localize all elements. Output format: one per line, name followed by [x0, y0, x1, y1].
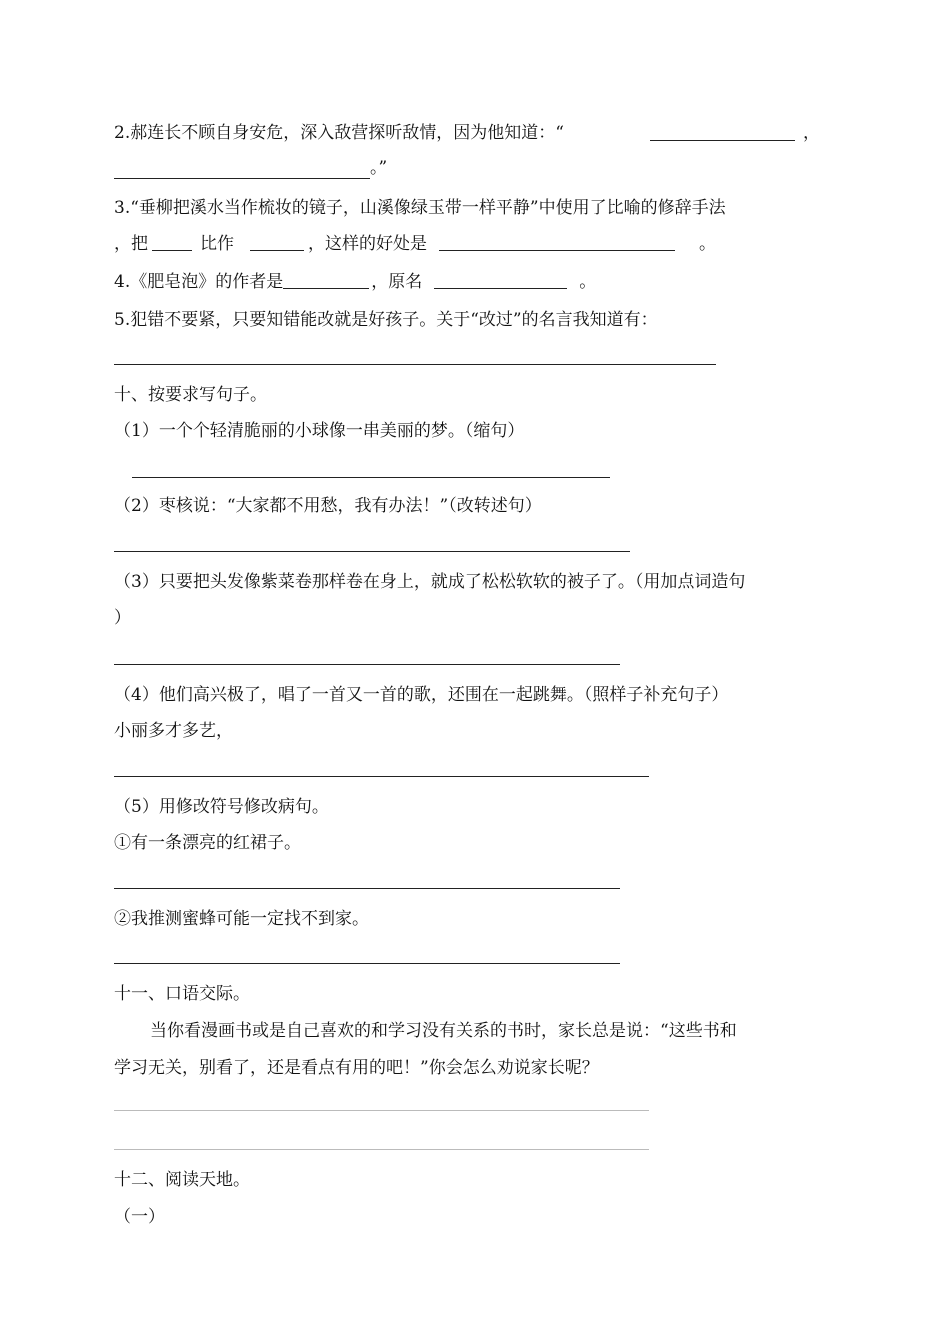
q10-s2: （2）枣核说：“大家都不用愁，我有办法！”（改转述句） — [114, 496, 542, 516]
q10-s3-line1: （3）只要把头发像紫菜卷那样卷在身上，就成了松松软软的被子了。（用加点词造句 — [114, 572, 746, 592]
q10-s1-answer-line[interactable] — [132, 477, 610, 478]
item5-text: 5.犯错不要紧，只要知错能改就是好孩子。关于“改过”的名言我知道有： — [114, 310, 658, 330]
q12-heading: 十二、阅读天地。 — [114, 1170, 250, 1190]
q11-heading: 十一、口语交际。 — [114, 984, 250, 1004]
q10-s3-line2: ） — [114, 608, 131, 628]
item4-prefix: 4.《肥皂泡》的作者是 — [114, 272, 284, 292]
q10-s5-a-answer-line[interactable] — [114, 888, 620, 889]
q11-para-line2: 学习无关，别看了，还是看点有用的吧！”你会怎么劝说家长呢？ — [114, 1058, 599, 1078]
item2-prefix: 2.郝连长不顾自身安危，深入敌营探听敌情，因为他知道：“ — [114, 123, 564, 143]
item5-answer-line[interactable] — [114, 364, 716, 365]
item3-blank-2[interactable] — [250, 234, 304, 251]
q10-s5: （5）用修改符号修改病句。 — [114, 797, 329, 817]
q10-s5-b-answer-line[interactable] — [114, 963, 620, 964]
item4-end: 。 — [579, 272, 597, 292]
item4-middle: ，原名 — [371, 272, 423, 292]
q10-s3-answer-line[interactable] — [114, 664, 620, 665]
item3-part-c: ，这样的好处是 — [308, 234, 427, 254]
item3-part-a: ，把 — [114, 234, 148, 254]
q10-s5-b: ②我推测蜜蜂可能一定找不到家。 — [114, 909, 369, 929]
item2-blank-2[interactable] — [114, 178, 370, 179]
q11-para-line1: 当你看漫画书或是自己喜欢的和学习没有关系的书时，家长总是说：“这些书和 — [150, 1021, 737, 1041]
item3-end: 。 — [699, 234, 716, 254]
item3-line2 — [114, 233, 716, 255]
item2-blank-1[interactable] — [650, 140, 795, 141]
item3-part-b: 比作 — [200, 234, 234, 254]
q10-s1: （1）一个个轻清脆丽的小球像一串美丽的梦。（缩句） — [114, 421, 525, 441]
q11-answer-line-1[interactable] — [114, 1110, 649, 1111]
q11-answer-line-2[interactable] — [114, 1149, 649, 1150]
item2-end: 。” — [370, 158, 388, 178]
item3-line1: 3.“垂柳把溪水当作梳妆的镜子，山溪像绿玉带一样平静”中使用了比喻的修辞手法 — [114, 198, 726, 218]
q10-s4-answer-line[interactable] — [114, 776, 649, 777]
q10-heading: 十、按要求写句子。 — [114, 385, 267, 405]
item2-line1 — [114, 122, 564, 144]
item2-comma: ， — [803, 123, 820, 143]
q10-s4-example: 小丽多才多艺， — [114, 721, 233, 741]
q12-sub: （一） — [114, 1207, 165, 1227]
item3-blank-3[interactable] — [439, 234, 675, 251]
item4-blank-2[interactable] — [434, 272, 567, 289]
q10-s4: （4）他们高兴极了，唱了一首又一首的歌，还围在一起跳舞。（照样子补充句子） — [114, 685, 729, 705]
item3-blank-1[interactable] — [152, 234, 192, 251]
q10-s5-a: ①有一条漂亮的红裙子。 — [114, 833, 301, 853]
q10-s2-answer-line[interactable] — [114, 551, 630, 552]
item4-line — [114, 271, 596, 293]
item4-blank-1[interactable] — [283, 272, 369, 289]
